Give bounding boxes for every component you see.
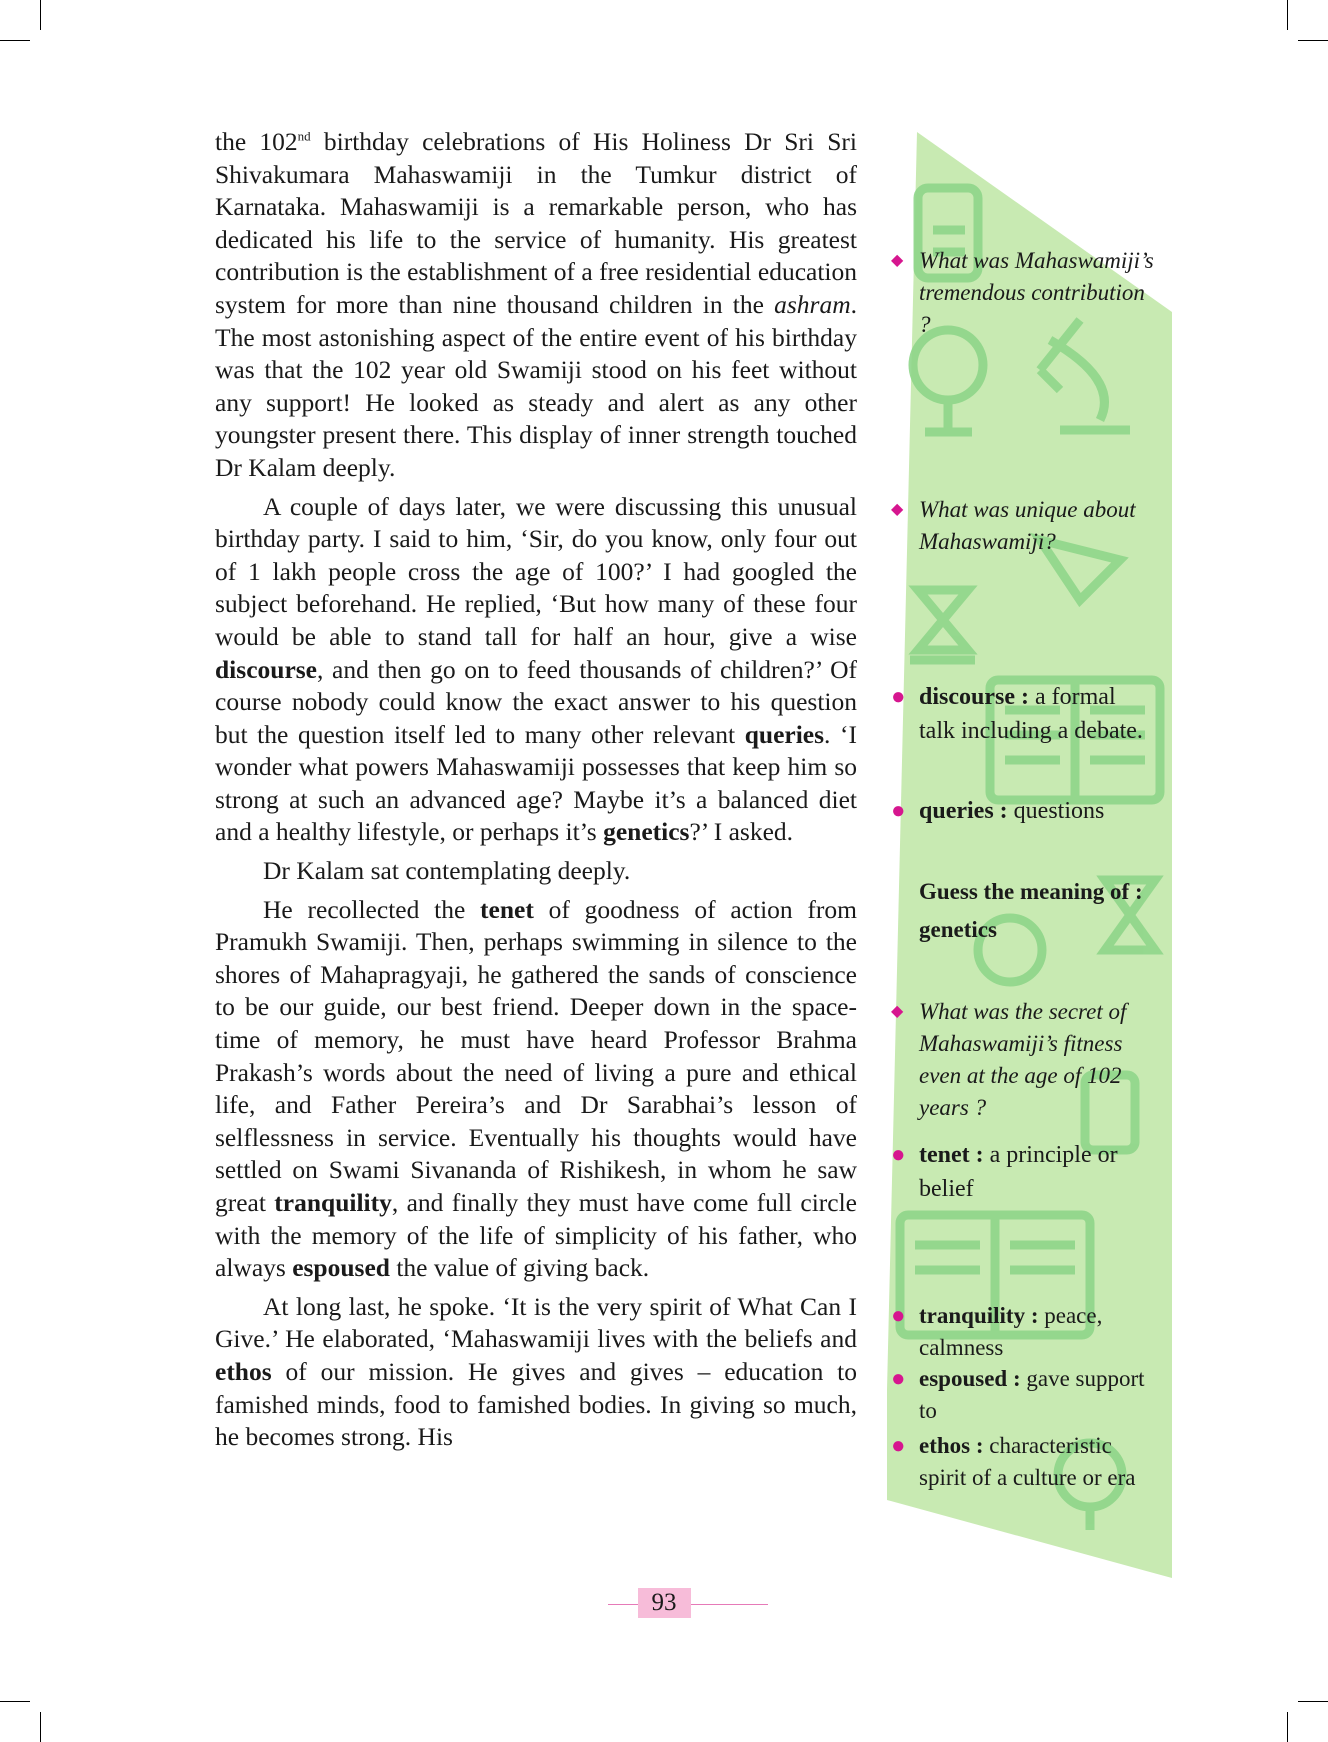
page-number: 93	[638, 1588, 691, 1618]
paragraph: A couple of days later, we were discussing this unusual birthday party. I said to him, ‘Sir, do you know, only four out of 1 lakh people cross the age of 100?’ I had googled the subject beforehand. He replied, ‘But how many of these four would be able to stand tall for half an hour, give a wise discourse, and then go on to feed thousands of children?’ Of course nobody could know the exact answer to his question but the question itself led to many other relevant queries. ‘I wonder what powers Mahaswamiji possesses that keep him so strong at such an advanced age? Maybe it’s a balanced diet and a healthy lifestyle, or perhaps it’s genetics?’ I asked.	[215, 491, 857, 847]
dot-bullet-icon: ●	[891, 684, 906, 710]
glossary-entry: ● tenet : a principle or belief	[919, 1138, 1154, 1206]
ashram-word: ashram	[774, 289, 851, 319]
dot-bullet-icon: ●	[891, 1366, 906, 1392]
glossary-term: tenet	[480, 894, 534, 924]
margin-question: ◆ What was unique about Mahaswamiji?	[919, 494, 1154, 558]
paragraph: He recollected the tenet of goodness of action from Pramukh Swamiji. Then, perhaps swimming in silence to the shores of Mahapragyaji, he gathered the sands of conscience to be our guide, our best friend. Deeper down in the space-time of memory, he must have heard Professor Brahma Prakash’s words about the need of living a pure and ethical life, and Father Pereira’s and Dr Sarabhai’s lesson of selflessness in service. Eventually his thoughts would have settled on Swami Sivananda of Rishikesh, in whom he saw great tranquility, and finally they must have come full circle with the memory of the life of simplicity of his father, who always espoused the value of giving back.	[215, 894, 857, 1283]
page-number-footer	[0, 1588, 1328, 1618]
glossary-entry: ● espoused : gave support to	[919, 1363, 1154, 1427]
glossary-term: tranquility	[274, 1188, 392, 1217]
guess-title: Guess the meaning of :	[919, 879, 1143, 904]
margin-question: ◆ What was the secret of Mahaswamiji’s fitness even at the age of 102 years ?	[919, 996, 1154, 1124]
paragraph: At long last, he spoke. ‘It is the very spirit of What Can I Give.’ He elaborated, ‘Mahaswamiji lives with the beliefs and ethos of our mission. He gives and gives – education to famished minds, food to famished bodies. In giving so much, he becomes strong. His	[215, 1291, 857, 1452]
glossary-entry: ● ethos : characteristic spirit of a culture or era	[919, 1430, 1154, 1494]
glossary-term: queries	[744, 719, 825, 749]
glossary-entry: ● queries : questions	[919, 795, 1154, 827]
glossary-entry: ● tranquility : peace, calmness	[919, 1300, 1154, 1364]
dot-bullet-icon: ●	[891, 798, 906, 824]
diamond-bullet-icon: ◆	[891, 501, 904, 518]
glossary-term: genetics	[603, 817, 690, 847]
glossary-entry: ● discourse : a formal talk including a debate.	[919, 680, 1154, 748]
main-text	[215, 126, 857, 1460]
diamond-bullet-icon: ◆	[891, 1003, 904, 1020]
glossary-term: ethos	[215, 1356, 272, 1386]
dot-bullet-icon: ●	[891, 1142, 906, 1168]
paragraph: Dr Kalam sat contemplating deeply.	[263, 856, 631, 886]
margin-question: ◆ What was Mahaswamiji’s tremendous contribution ?	[919, 245, 1154, 341]
glossary-term: espoused	[292, 1253, 390, 1283]
glossary-term: discourse	[215, 654, 317, 684]
diamond-bullet-icon: ◆	[891, 252, 904, 269]
dot-bullet-icon: ●	[891, 1303, 906, 1329]
dot-bullet-icon: ●	[891, 1433, 906, 1459]
guess-word: genetics	[919, 917, 997, 942]
paragraph: the 102nd birthday celebrations of His Holiness Dr Sri Sri Shivakumara Mahaswamiji in the Tumkur district of Karnataka. Mahaswamiji is a remarkable person, who has dedicated his life to the service of humanity. His greatest contribution is the establishment of a free residential education system for more than nine thousand children in the ashram. The most astonishing aspect of the entire event of his birthday was that the 102 year old Swamiji stood on his feet without any support! He looked as steady and alert as any other youngster present there. This display of inner strength touched Dr Kalam deeply.	[215, 127, 857, 482]
guess-meaning-box	[919, 876, 1149, 946]
